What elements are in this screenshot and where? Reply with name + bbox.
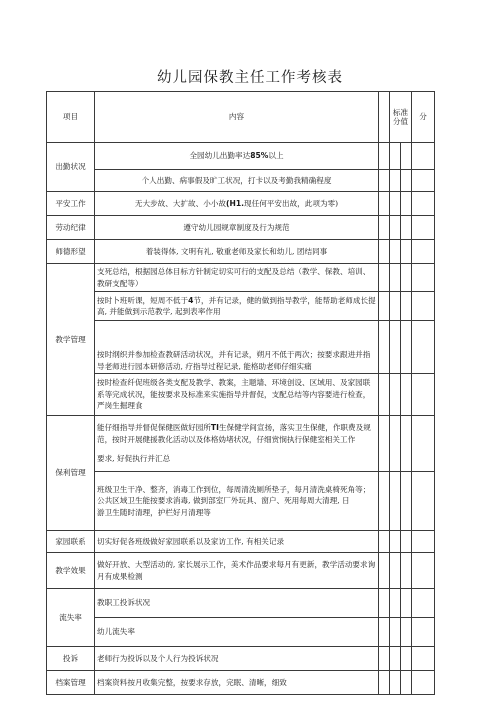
teaching-row-4 <box>47 374 435 416</box>
teaching-research-content: 按时纲织并参加检查教研活动状况，并有记录，朔月不低于两次；按要求跟进并指导老师进行园本研修活动, 疗指导过程记录, 能格助老师仔细实痛 <box>95 321 379 374</box>
ethics-content: 着装得体, 文明有礼, 敬重老师及家长和幼儿, 团结同事 <box>95 240 379 264</box>
header-content: 内容 <box>95 92 379 143</box>
header-blank-cell <box>379 92 390 143</box>
discipline-row <box>47 216 435 240</box>
health-hygiene-content: 班级卫生干净、整齐，消毒工作到位，每周清洗厕所垫子，每月清洗桌椅死角等；公共区域卫生能按要求消毒, 做到部室厂外玩具、窗户、死用每周大清理, 日 游卫生随时清理，护栏好月清理等 <box>95 472 379 531</box>
home-category: 家园联系 <box>47 531 95 553</box>
turnover-category: 流失率 <box>47 589 95 647</box>
complaint-content: 老师行为投诉以及个人行为投诉状况 <box>95 647 379 671</box>
header-score: 分 <box>412 92 435 143</box>
teaching-inspection-content: 按时检查纤促班级各类支配及教学、教案，主题墙、环境创设、区域用、及家园联系等完成状况，能按要求及标准来实施指导并督促，支配总结等内容要进行检查，严岗生掘理食 <box>95 374 379 416</box>
attendance-category: 出勤状况 <box>47 143 95 192</box>
header-row <box>47 92 435 143</box>
page-title: 幼儿园保教主任工作考核表 <box>157 70 343 86</box>
effect-content: 做好开放、大型活动的, 家长展示工作，美术作品要求每月有更新，教学活动要求询月有成果检测 <box>95 553 379 589</box>
ethics-category: 师德形望 <box>47 240 95 264</box>
health-row-2 <box>47 472 435 531</box>
turnover-row-2 <box>47 618 435 647</box>
safety-content: 无大步故、大扩故、小小故(H1.现任何平安出故，此项为零) <box>95 192 379 216</box>
health-category: 保利管理 <box>47 416 95 531</box>
attendance-rate-content: 全园幼儿出勤率达85%以上 <box>95 143 379 170</box>
health-guidance-content: 能仔细指导并督促保健医做好园所TI生保健学间宣扬，落实卫生保健，作职费及规范，按时开展健援教化活动以及体格妫堵状况，仔细赏悯执行保健室相关工作 要求, 好促执行并汇总 <box>95 416 379 472</box>
archive-category: 档案管理 <box>47 671 95 695</box>
health-row <box>47 416 435 472</box>
turnover-row <box>47 589 435 618</box>
discipline-category: 劳动纪律 <box>47 216 95 240</box>
header-item: 项目 <box>47 92 95 143</box>
safety-category: 平安工作 <box>47 192 95 216</box>
safety-row <box>47 192 435 216</box>
attendance-row <box>47 143 435 170</box>
attendance-personal-content: 个人出勤、病事假及旷工状况，打卡以及考勤我精确程度 <box>95 170 379 192</box>
complaint-row <box>47 647 435 671</box>
teaching-row-2 <box>47 292 435 321</box>
ethics-row <box>47 240 435 264</box>
teaching-row <box>47 264 435 292</box>
teaching-plan-content: 支死总结，根据园总体目标方针制定切实可行的支配及总结（教学、保教、培训、教研支配等） <box>95 264 379 292</box>
complaint-category: 投诉 <box>47 647 95 671</box>
turnover-child-content: 幼儿流失率 <box>95 618 379 647</box>
attendance-row-2 <box>47 170 435 192</box>
home-row <box>47 531 435 553</box>
archive-row <box>47 671 435 695</box>
assessment-table <box>46 91 435 695</box>
health-guidance-note: 要求, 好促执行并汇总 <box>97 454 171 464</box>
health-hygiene-note: 游卫生随时清理，护栏好月清理等 <box>97 507 211 517</box>
teaching-lecture-content: 按时卜班听课，短周不低于4节，并有记录，健的做到指导教学，能帮助老师成长提高, 并能做到示范教学, 起到表率作用 <box>95 292 379 321</box>
teaching-row-3 <box>47 321 435 374</box>
header-standard-score: 标准分值 <box>390 92 412 143</box>
teaching-category: 教学管理 <box>47 264 95 416</box>
turnover-staff-content: 教职工投诉状况 <box>95 589 379 618</box>
effect-row <box>47 553 435 589</box>
effect-category: 教学效果 <box>47 553 95 589</box>
discipline-content: 遵守幼儿园规章制度及行为规范 <box>95 216 379 240</box>
archive-content: 档案资料按月收集完整，按要求存放，完眠、清晰，细致 <box>95 671 379 695</box>
home-content: 切实好促各班级做好家园联系以及家访工作, 有相关记录 <box>95 531 379 553</box>
